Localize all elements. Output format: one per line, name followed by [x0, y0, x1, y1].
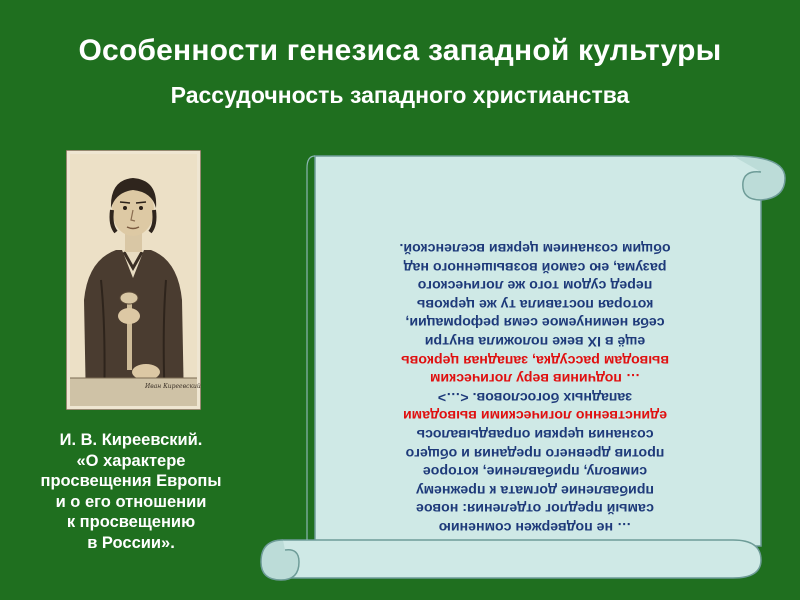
caption-line: И. В. Киреевский. — [59, 431, 203, 449]
caption-line: просвещения Европы — [40, 472, 222, 491]
quote-line-highlighted: выводам рассудка, западная церковь — [400, 351, 670, 368]
quote-line: общим сознанием церкви вселенской. — [399, 240, 671, 257]
portrait-image — [66, 150, 201, 410]
quote-line: прибавление догмата к прежнему — [415, 481, 655, 498]
portrait-signature: Иван Киреевский — [145, 383, 201, 390]
quote-line: против древнего предания и общего — [405, 444, 665, 461]
quote-line-highlighted: единственно логическими выводами — [402, 407, 668, 424]
caption-line: в России». — [87, 533, 175, 552]
quote-line: разума, ею самой возвышенного над — [403, 258, 667, 275]
quote-line: символу, прибавление, которое — [422, 463, 648, 480]
quote-line: перед судом того же логического — [417, 277, 653, 294]
quote-text — [312, 172, 758, 536]
slide-title: Особенности генезиса западной культуры — [78, 34, 722, 67]
quote-line-highlighted: … подчинив веру логическим — [429, 370, 641, 387]
quote-line: самый предлог отделения: новое — [416, 500, 654, 517]
slide-subtitle: Рассудочность западного христианства — [170, 82, 630, 108]
quote-line: сознания церкви оправдывалось — [416, 426, 654, 443]
caption-line: «О характере — [76, 451, 186, 470]
caption-line: к просвещению — [66, 513, 196, 532]
quote-line: которая поставила ту же церковь — [416, 295, 654, 312]
quote-line: западных богословов. <…> — [437, 388, 633, 405]
caption-line: и о его отношении — [55, 492, 207, 511]
portrait-caption — [0, 430, 262, 554]
quote-line: … не подвержен сомнению — [438, 519, 632, 535]
quote-line: себя неминуемое семя реформации, — [405, 314, 665, 331]
quote-line: ещё в IX веке положила внутри — [424, 333, 646, 350]
